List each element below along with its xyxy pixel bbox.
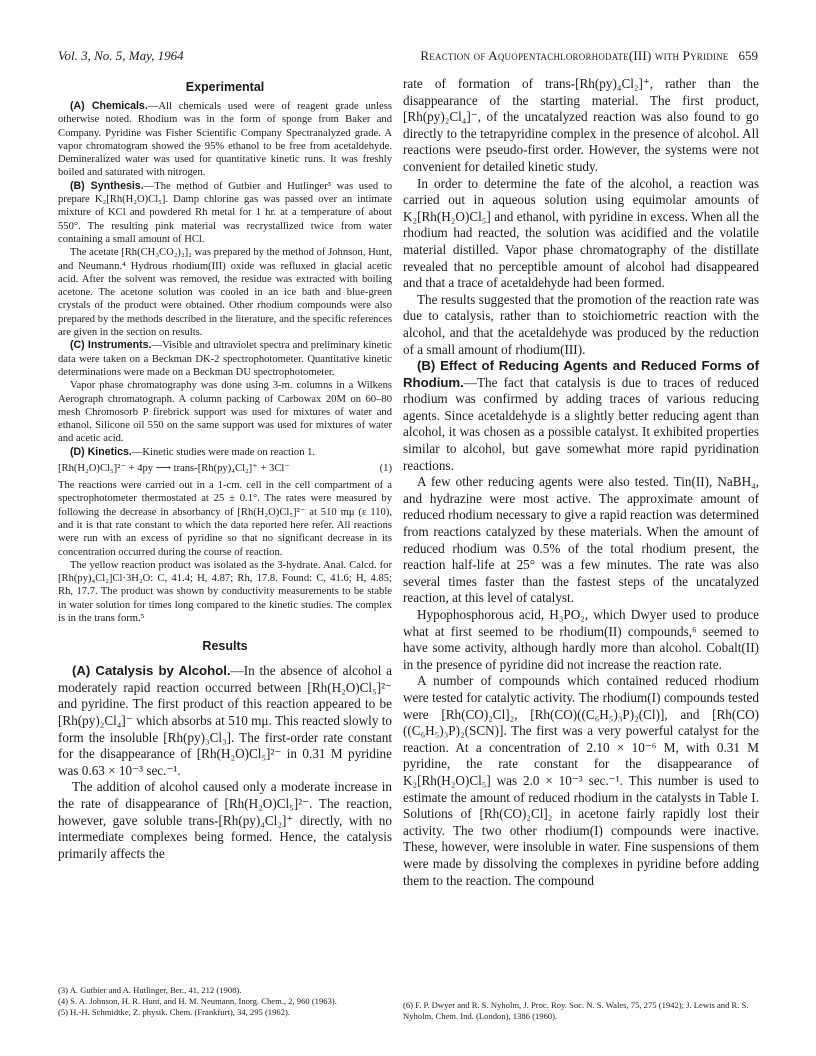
paragraph-text: —Visible and ultraviolet spectra and preliminary kinetic data were taken on a Beckman DK-2 spectrophotometer. Quantitative kinetic determinations were made on a Beckman DU spectrophotometer. bbox=[58, 340, 392, 378]
paragraph-acetate bbox=[58, 246, 392, 339]
header-right bbox=[420, 48, 758, 64]
paragraph-fate-alcohol: In order to determine the fate of the alcohol, a reaction was carried out in aqueous solution using equimolar amounts of K₂[Rh(H₂O)Cl₅] and ethanol, with pyridine in excess. When all the rhodium had reacted, the solution was acidified and the volatile material distilled. Vapor phase chromatography of the distillate revealed that no perceptible amount of alcohol had disappeared and that a trace of acetaldehyde had been formed. bbox=[403, 175, 759, 291]
footnote-6: (6) F. P. Dwyer and R. S. Nyholm, J. Proc. Roy. Soc. N. S. Wales, 75, 275 (1942); J. Lewis and R. S. Nyholm, Chem. Ind. (London), 1386 (1960). bbox=[403, 1000, 749, 1021]
right-column bbox=[403, 76, 759, 889]
footnote-4: (4) S. A. Johnson, H. R. Hunt, and H. M. Neumann, Inorg. Chem., 2, 960 (1963). bbox=[58, 996, 337, 1006]
paragraph-results-suggested: The results suggested that the promotion of the reaction rate was due to catalysis, rather than to stoichiometric reaction with the alcohol, and that the acetaldehyde was produced by the reduction of a small amount of rhodium(III). bbox=[403, 291, 759, 357]
paragraph-rate-formation: rate of formation of trans-[Rh(py)₄Cl₂]⁺, rather than the disappearance of the starting material. The first product, [Rh(py)₂Cl₄]⁻, of the uncatalyzed reaction was also found to go directly to the tetrapyridine complex in the presence of alcohol. All reactions were pseudo-first order. However, the systems were not convenient for detailed kinetic study. bbox=[403, 76, 759, 174]
paragraph-other-agents: A few other reducing agents were also tested. Tin(II), NaBH₄, and hydrazine were most active. The approximate amount of reduced rhodium necessary to give a rapid reaction was determined from reactions catalyzed by these materials. When the amount of reduced rhodium was 0.5% of the total rhodium present, the reaction half-life at 25° was a few minutes. The rate was also several times faster than the fastest steps of the uncatalyzed reaction, at this level of catalyst. bbox=[403, 474, 759, 606]
run-in-head: (A) Catalysis by Alcohol. bbox=[72, 663, 231, 679]
paragraph-kinetics bbox=[58, 446, 392, 459]
footnote-3: (3) A. Gutbier and A. Hutlinger, Ber., 41, 212 (1908). bbox=[58, 985, 242, 995]
results-heading: Results bbox=[202, 639, 248, 654]
running-title: Reaction of Aquopentachlororhodate(III) with Pyridine bbox=[420, 48, 729, 63]
paragraph-synthesis bbox=[58, 180, 392, 246]
running-header bbox=[58, 48, 758, 68]
footnotes-right bbox=[403, 1000, 759, 1022]
paragraph-instruments bbox=[58, 339, 392, 379]
paragraph-reactions: The reactions were carried out in a 1-cm. cell in the cell compartment of a spectrophotometer thermostated at 25 ± 0.1°. The rates were measured by following the decrease in absorbancy of [Rh(H₂O)Cl₅]²⁻ at 510 mμ (ε 110), and it is that rate constant to which the data reported here refer. All reactions were run with an excess of pyridine so that no significant decrease in its concentration occurred during the course of reaction. bbox=[58, 480, 392, 558]
experimental-heading: Experimental bbox=[185, 80, 265, 94]
paragraph-catalysis-alcohol bbox=[58, 663, 392, 779]
paragraph-text: The acetate [Rh(CH₃CO₂)₂]₂ was prepared by the method of Johnson, Hunt, and Neumann.⁴ Hydrous rhodium(III) oxide was refluxed in glacial acetic acid. After the solvent was removed, the residue was extracted with boiling acetone. The acetone solution was cooled in an ice bath and blue-green crystals of the product were obtained. Other rhodium compounds were also prepared by the methods described in the literature, and the specific references are given in the section on results. bbox=[58, 247, 392, 339]
footnotes-left bbox=[58, 985, 392, 1018]
paragraph-text: —All chemicals used were of reagent grade unless otherwise noted. Rhodium was in the form of sponge from Baker and Company. Pyridine was Fisher Scientific Company Spectranalyzed grade. A vapor chromatogram showed the 95% ethanol to be free from acetaldehyde. Demineralized water was used for quantitative kinetic runs. It was freshly boiled and saturated with nitrogen. bbox=[58, 101, 392, 179]
paragraph-alcohol-addition: The addition of alcohol caused only a moderate increase in the rate of disappearance of [Rh(H₂O)Cl₅]²⁻. The reaction, however, gave soluble trans-[Rh(py)₄Cl₂]⁺ directly, with no intermediate complexes being formed. Hence, the catalysis primarily affects the bbox=[58, 779, 392, 861]
paragraph-rhodium-i: A number of compounds which contained reduced rhodium were tested for catalytic activity. The rhodium(I) compounds tested were [Rh(CO)₂Cl]₂, [Rh(CO)((C₆H₅)₃P)₂(Cl)], and [Rh(CO)((C₆H₅)₃P)₂(SCN)]. The first was a very powerful catalyst for the reaction. At a concentration of 2.10 × 10⁻⁶ M, with 0.31 M pyridine, the rate constant for the disappearance of K₂[Rh(H₂O)Cl₅] was 2.0 × 10⁻³ sec.⁻¹. This number is used to estimate the amount of reduced rhodium in the catalysts in Table I. Solutions of [Rh(CO)₂Cl]₂ in acetone fairly rapidly lost their activity. The two other rhodium(I) compounds were inactive. These, however, were insoluble in water. Fine suspensions of them were made by dissolving the complexes in pyridine before adding them to the reaction. The compound bbox=[403, 673, 759, 888]
paragraph-product: The yellow reaction product was isolated as the 3-hydrate. Anal. Calcd. for [Rh(py)₄Cl₂]Cl·3H₂O: C, 41.4; H, 4.87; Rh, 17.8. Found: C, 41.6; H, 4.85; Rh, 17.7. The product was shown by conductivity measurements to be stable in water solution for times long compared to the kinetic studies. The complex is in the trans form.⁵ bbox=[58, 559, 392, 624]
paragraph-text: —The method of Gutbier and Hutlinger³ was used to prepare K₂[Rh(H₂O)Cl₅]. Damp chlorine gas was passed over an intimate mixture of KCl and powdered Rh metal for 1 hr. at a temperature of about 550°. The resulting pink material was recrystallized twice from water containing a small amount of HCl. bbox=[58, 180, 393, 245]
run-in-head: (C) Instruments. bbox=[70, 339, 152, 352]
paragraph-text: Vapor phase chromatography was done using 3-m. columns in a Wilkens Aerograph chromatograph. A column packing of Carbowax 20M on 60–80 mesh Chromosorb P firebrick support was used for mixtures of water and ethanol. Silicone oil 550 on the same support was used for mixtures of water and acetic acid. bbox=[58, 380, 392, 445]
paragraph-vpc bbox=[58, 379, 392, 445]
equation-number: (1) bbox=[379, 463, 392, 475]
run-in-head: (B) Synthesis. bbox=[70, 179, 144, 192]
paragraph-text: —The fact that catalysis is due to traces of reduced rhodium was confirmed by adding traces of various reducing agents. Since acetaldehyde is a slightly better reducing agent than alcohol, it was chosen as a possible catalyst. It exhibited properties similar to alcohol, but gave somewhat more rapid pyridination reactions. bbox=[403, 374, 759, 473]
paragraph-chemicals bbox=[58, 100, 392, 180]
paragraph-hypophosphorous: Hypophosphorous acid, H₃PO₂, which Dwyer used to produce what at first seemed to be rhodium(II) compounds,⁶ seemed to have some activity, although hardly more than alcohol. Cobalt(II) in the presence of pyridine did not increase the reaction rate. bbox=[403, 607, 759, 672]
journal-volume: Vol. 3, No. 5, May, 1964 bbox=[58, 48, 184, 63]
paragraph-text: —In the absence of alcohol a moderately rapid reaction occurred between [Rh(H₂O)Cl₅]²⁻ and pyridine. The first product of this reaction appeared to be [Rh(py)₂Cl₄]⁻ which absorbs at 510 mμ. This reacted slowly to form the insoluble [Rh(py)₃Cl₃]. The first-order rate constant for the disappearance of [Rh(H₂O)Cl₅]²⁻ in 0.31 M pyridine was 0.63 × 10⁻³ sec.⁻¹. bbox=[58, 663, 393, 778]
footnote-5: (5) H.-H. Schmidtke, Z. physik. Chem. (Frankfurt), 34, 295 (1962). bbox=[58, 1007, 290, 1017]
left-column bbox=[58, 76, 392, 862]
run-in-head: (A) Chemicals. bbox=[70, 100, 148, 112]
paragraph-reducing-agents bbox=[403, 358, 759, 474]
equation-1 bbox=[58, 461, 392, 477]
paragraph-text: —Kinetic studies were made on reaction 1. bbox=[131, 446, 316, 458]
page-number: 659 bbox=[738, 48, 758, 63]
equation-text: [Rh(H₂O)Cl₅]²⁻ + 4py ⟶ trans-[Rh(py)₄Cl₂]⁺ + 3Cl⁻ bbox=[58, 463, 290, 475]
run-in-head: (D) Kinetics. bbox=[70, 445, 132, 458]
run-in-head: (B) Effect of Reducing Agents and Reduced Forms of Rhodium. bbox=[403, 358, 759, 390]
